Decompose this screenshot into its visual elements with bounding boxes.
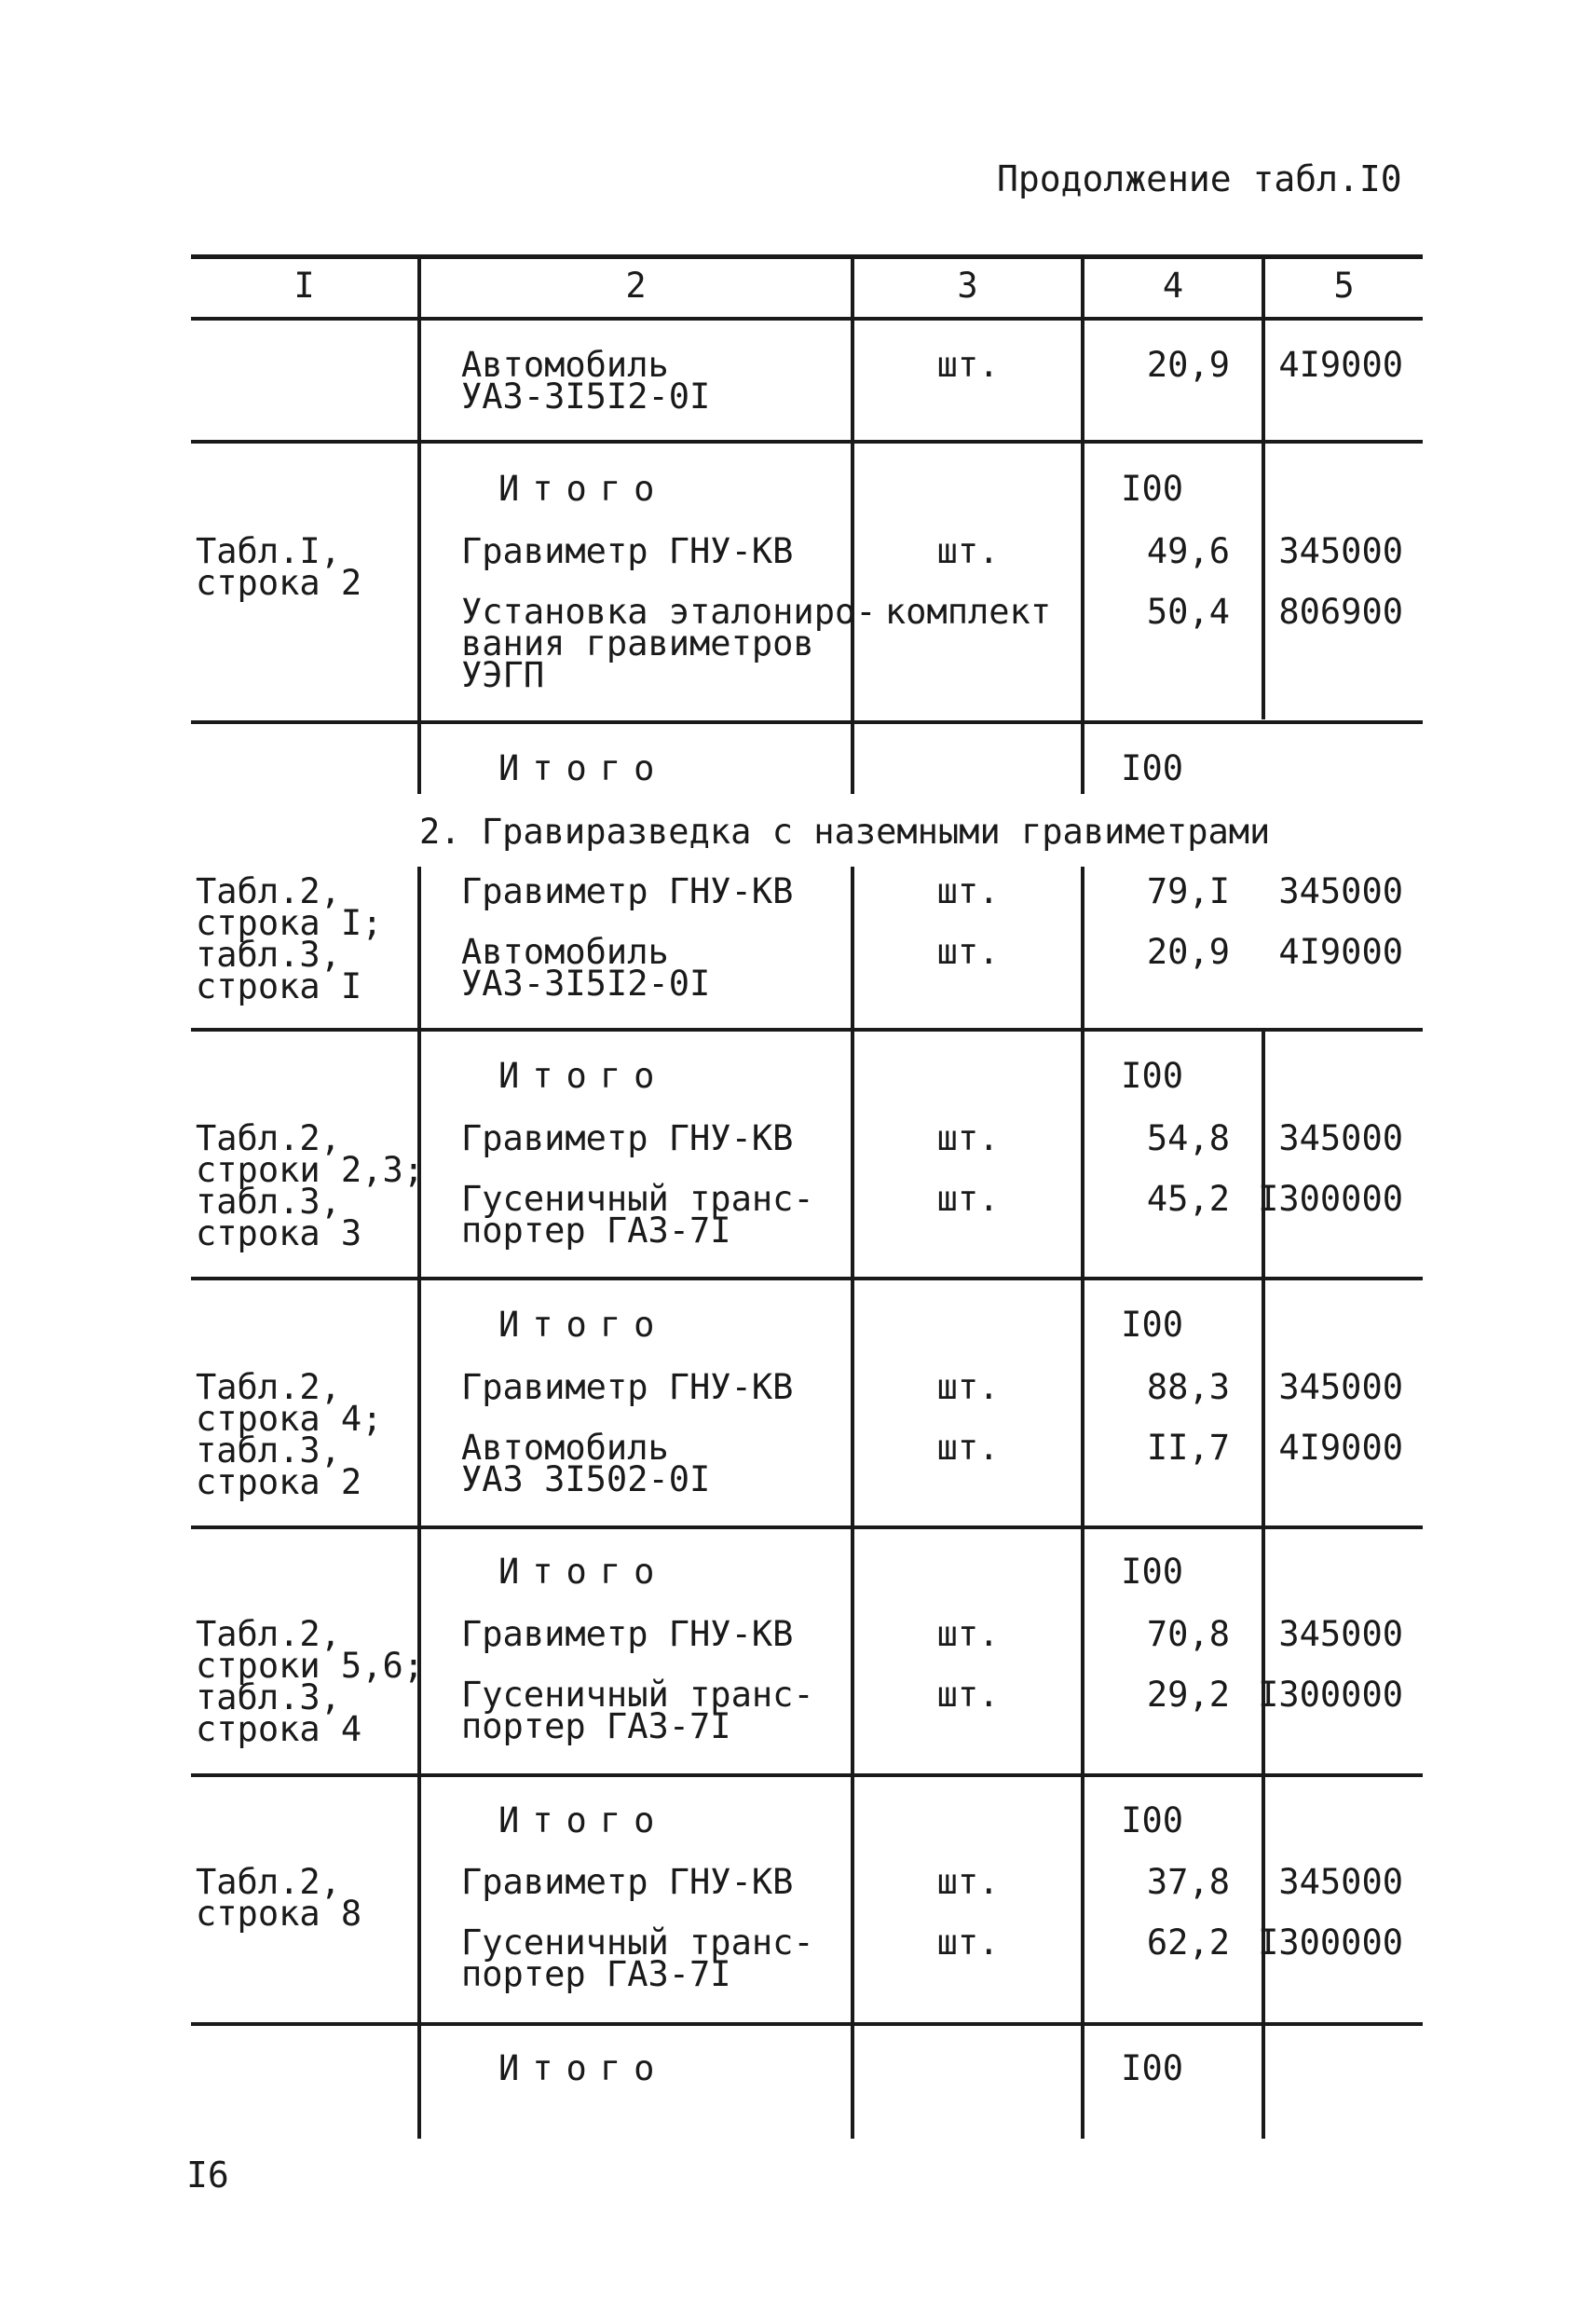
total-label: Итого	[498, 1056, 668, 1096]
total-label: Итого	[498, 2048, 668, 2088]
item-name: Гусеничный транс- портер ГАЗ-7I	[461, 1922, 814, 1994]
item-name: Гравиметр ГНУ-КВ	[461, 1118, 794, 1158]
column-header: 3	[957, 266, 978, 306]
percent-cell: 20,9	[1146, 345, 1230, 385]
item-name: Гравиметр ГНУ-КВ	[461, 871, 794, 911]
row-divider	[191, 440, 1423, 444]
total-value: I00	[1121, 2048, 1183, 2088]
price-cell: 4I9000	[1278, 932, 1403, 972]
reference-cell: Табл.2, строки 2,3; табл.3, строка 3	[196, 1118, 425, 1253]
row-divider	[191, 2022, 1423, 2026]
price-cell: 345000	[1278, 1614, 1403, 1654]
row-divider	[191, 1773, 1423, 1777]
total-value: I00	[1121, 469, 1183, 509]
column-divider	[1262, 256, 1265, 719]
price-cell: 4I9000	[1278, 345, 1403, 385]
column-header: 2	[625, 266, 647, 306]
column-divider	[417, 256, 421, 794]
price-cell: 345000	[1278, 871, 1403, 911]
row-divider	[191, 1525, 1423, 1529]
percent-cell: 50,4	[1146, 592, 1230, 632]
total-value: I00	[1121, 748, 1183, 788]
unit-cell: шт.	[936, 1428, 1000, 1468]
price-cell: 345000	[1278, 531, 1403, 571]
unit-cell: шт.	[936, 1367, 1000, 1407]
percent-cell: 79,I	[1146, 871, 1230, 911]
column-header: I	[293, 266, 315, 306]
percent-cell: 88,3	[1146, 1367, 1230, 1407]
price-cell: 806900	[1278, 592, 1403, 632]
percent-cell: 70,8	[1146, 1614, 1230, 1654]
percent-cell: 45,2	[1146, 1179, 1230, 1219]
unit-cell: шт.	[936, 1118, 1000, 1158]
percent-cell: 20,9	[1146, 932, 1230, 972]
unit-cell: шт.	[936, 1614, 1000, 1654]
column-divider	[851, 256, 854, 794]
item-name: Установка эталониро- вания гравиметров УЭГП	[461, 592, 877, 695]
total-label: Итого	[498, 1552, 668, 1592]
total-label: Итого	[498, 748, 668, 788]
percent-cell: 62,2	[1146, 1922, 1230, 1963]
row-divider	[191, 720, 1423, 724]
table-continuation-title: Продолжение табл.I0	[997, 158, 1402, 199]
percent-cell: II,7	[1146, 1428, 1230, 1468]
item-name: Автомобиль УАЗ 3I502-0I	[461, 1428, 711, 1499]
price-cell: 345000	[1278, 1367, 1403, 1407]
header-bottom-rule	[191, 317, 1423, 321]
total-label: Итого	[498, 1800, 668, 1840]
page-number: I6	[186, 2155, 229, 2196]
unit-cell: шт.	[936, 1862, 1000, 1902]
item-name: Автомобиль УАЗ-3I5I2-0I	[461, 345, 711, 417]
percent-cell: 37,8	[1146, 1862, 1230, 1902]
unit-cell: шт.	[936, 1922, 1000, 1963]
price-cell: I300000	[1258, 1675, 1403, 1715]
table-top-rule	[191, 254, 1423, 259]
price-cell: I300000	[1258, 1179, 1403, 1219]
total-label: Итого	[498, 1305, 668, 1345]
price-cell: 345000	[1278, 1862, 1403, 1902]
reference-cell: Табл.I, строка 2	[196, 531, 362, 603]
price-cell: 345000	[1278, 1118, 1403, 1158]
unit-cell: шт.	[936, 531, 1000, 571]
percent-cell: 54,8	[1146, 1118, 1230, 1158]
total-value: I00	[1121, 1305, 1183, 1345]
reference-cell: Табл.2, строка I; табл.3, строка I	[196, 871, 383, 1006]
item-name: Гравиметр ГНУ-КВ	[461, 1367, 794, 1407]
percent-cell: 49,6	[1146, 531, 1230, 571]
price-cell: 4I9000	[1278, 1428, 1403, 1468]
unit-cell: шт.	[936, 1179, 1000, 1219]
item-name: Гусеничный транс- портер ГАЗ-7I	[461, 1675, 814, 1746]
column-divider	[417, 867, 421, 2139]
unit-cell: шт.	[936, 1675, 1000, 1715]
price-cell: I300000	[1258, 1922, 1403, 1963]
column-header: 4	[1162, 266, 1184, 306]
unit-cell: комплект	[884, 592, 1052, 632]
reference-cell: Табл.2, строка 8	[196, 1862, 362, 1934]
row-divider	[191, 1028, 1423, 1032]
percent-cell: 29,2	[1146, 1675, 1230, 1715]
unit-cell: шт.	[936, 932, 1000, 972]
total-value: I00	[1121, 1552, 1183, 1592]
total-value: I00	[1121, 1800, 1183, 1840]
unit-cell: шт.	[936, 871, 1000, 911]
reference-cell: Табл.2, строки 5,6; табл.3, строка 4	[196, 1614, 425, 1749]
item-name: Гравиметр ГНУ-КВ	[461, 531, 794, 571]
item-name: Гравиметр ГНУ-КВ	[461, 1614, 794, 1654]
column-header: 5	[1333, 266, 1355, 306]
row-divider	[191, 1277, 1423, 1280]
item-name: Гусеничный транс- портер ГАЗ-7I	[461, 1179, 814, 1251]
total-label: Итого	[498, 469, 668, 509]
item-name: Гравиметр ГНУ-КВ	[461, 1862, 794, 1902]
unit-cell: шт.	[936, 345, 1000, 385]
item-name: Автомобиль УАЗ-3I5I2-0I	[461, 932, 711, 1004]
column-divider	[1081, 256, 1084, 794]
section-title: 2. Гравиразведка с наземными гравиметрами	[419, 812, 1271, 852]
reference-cell: Табл.2, строка 4; табл.3, строка 2	[196, 1367, 383, 1502]
total-value: I00	[1121, 1056, 1183, 1096]
